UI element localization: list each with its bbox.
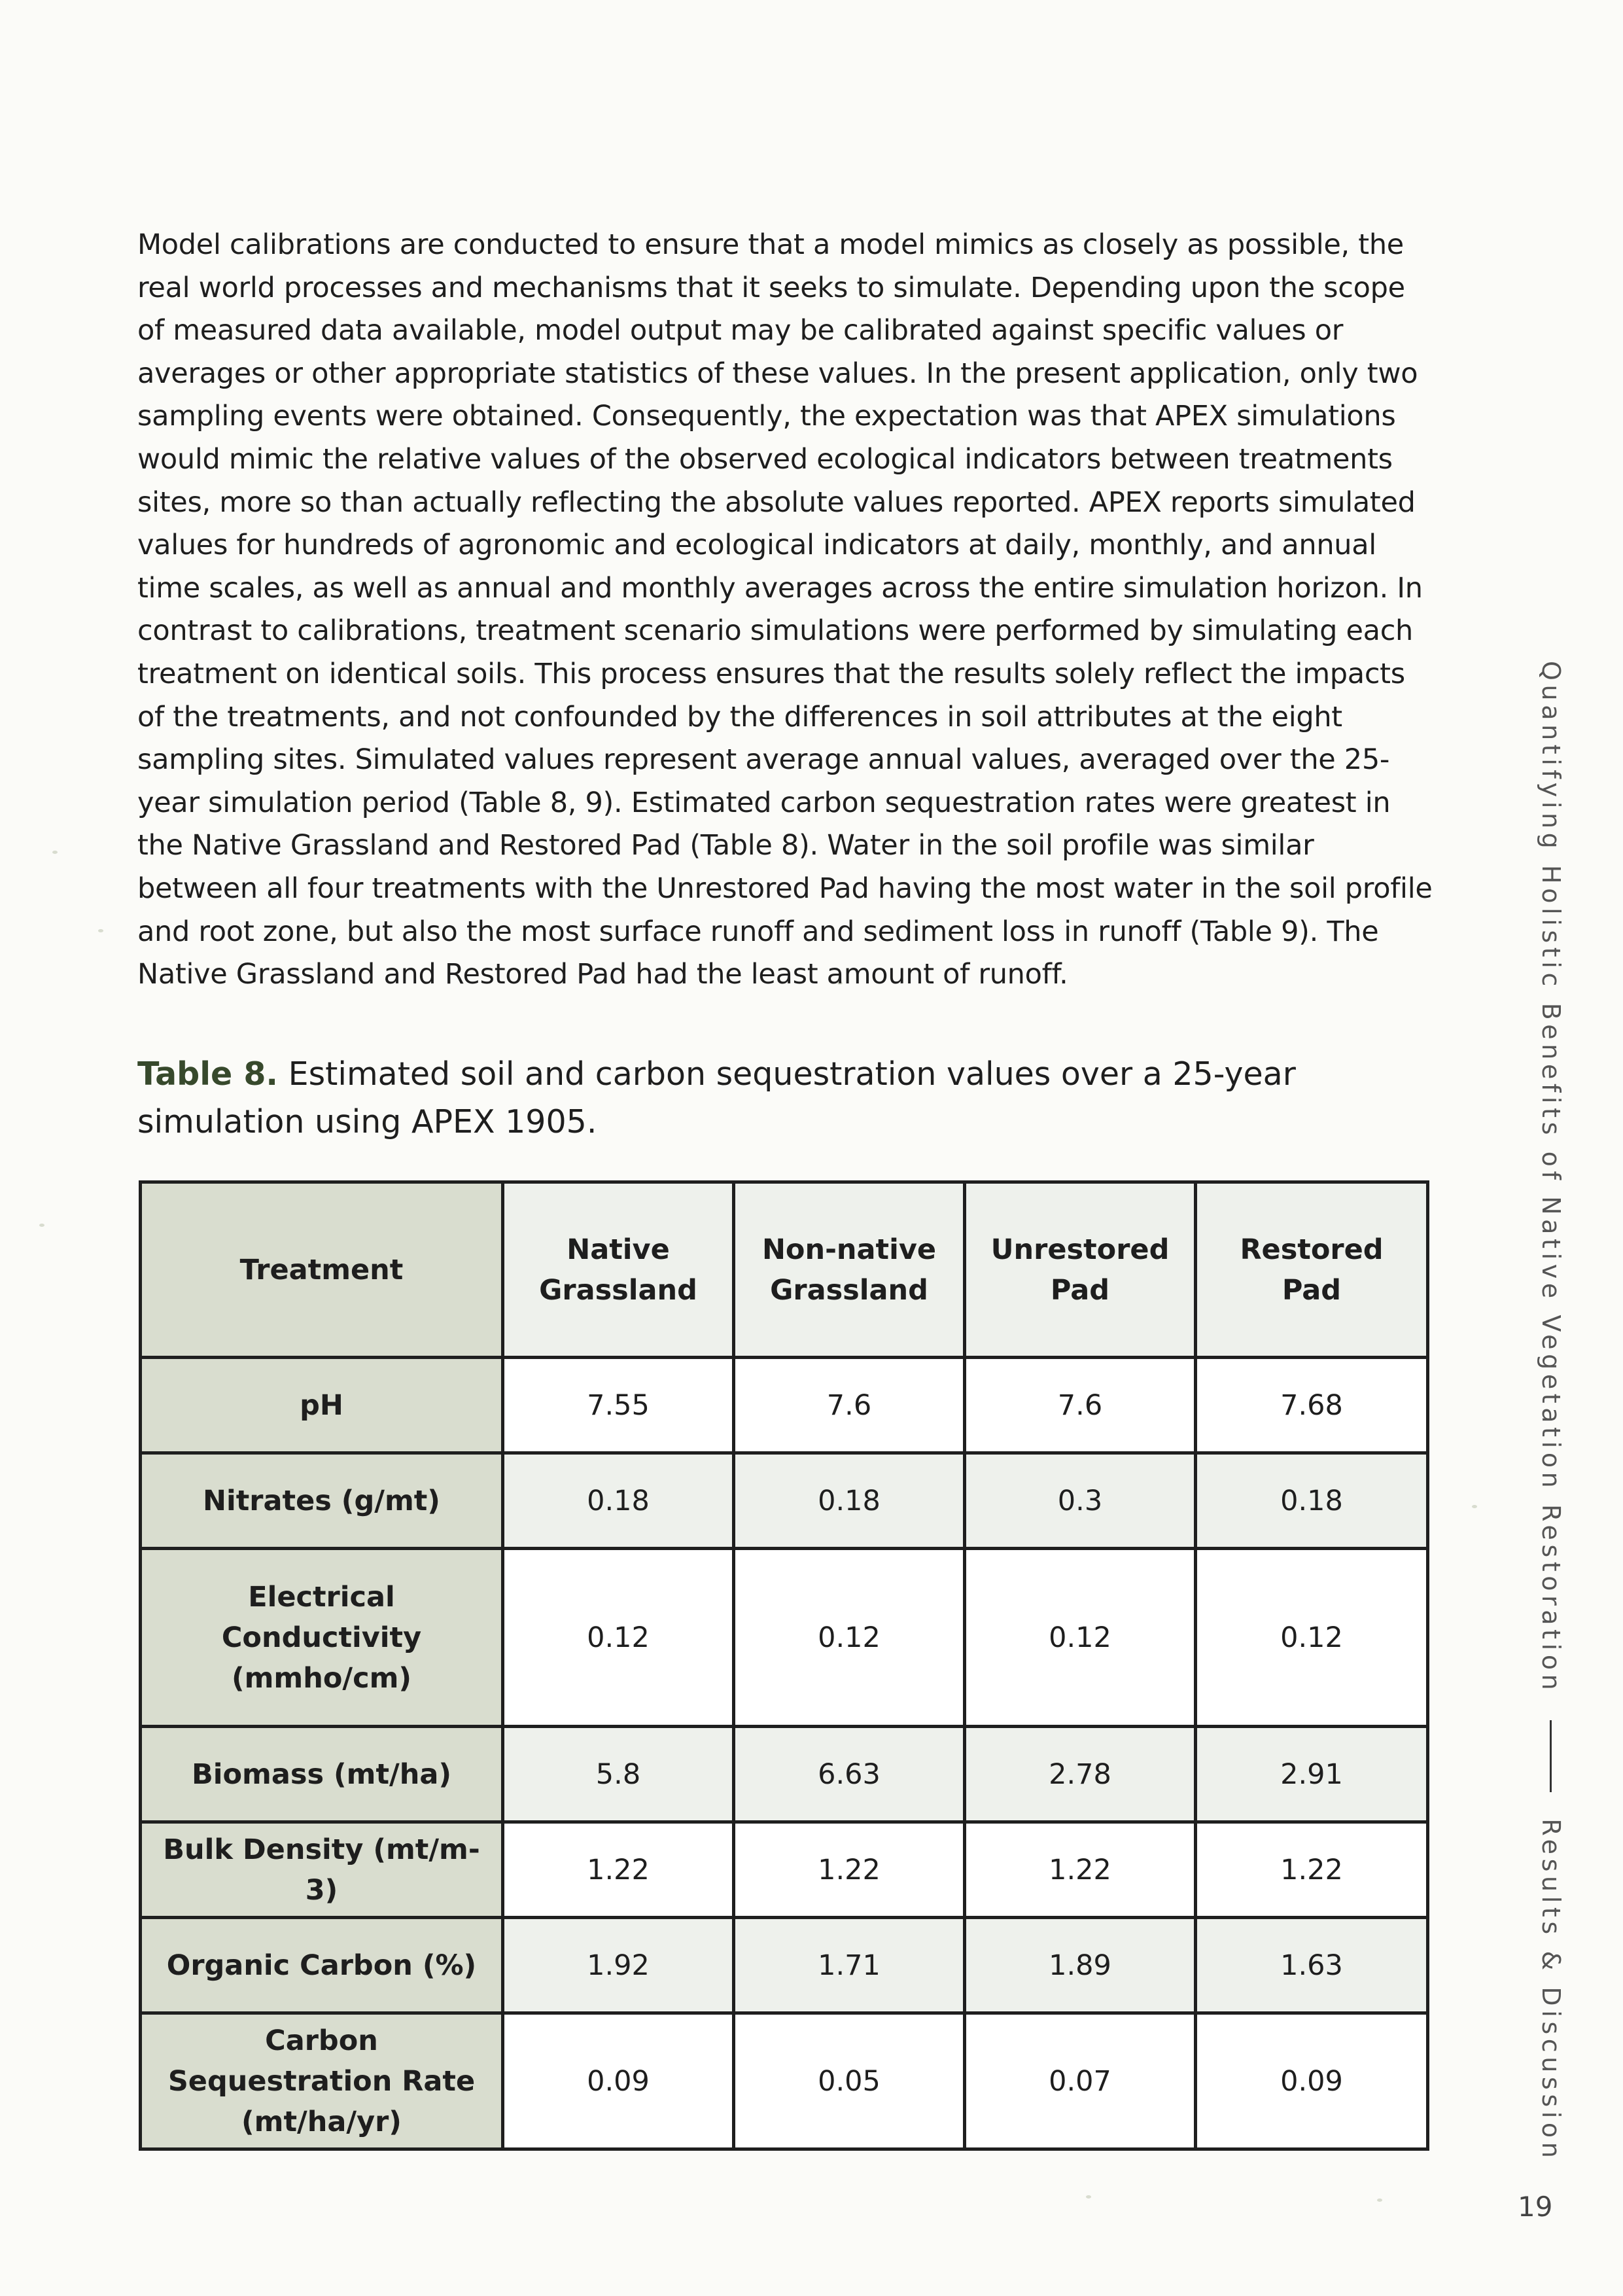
- cell-value: 0.3: [965, 1453, 1196, 1549]
- header-unrestored-pad: Unrestored Pad: [965, 1182, 1196, 1358]
- cell-value: 0.07: [965, 2013, 1196, 2149]
- cell-value: 7.55: [503, 1358, 734, 1453]
- section-name: Results & Discussion: [1537, 1818, 1565, 2163]
- cell-value: 0.09: [1196, 2013, 1428, 2149]
- table-row: [141, 2013, 1428, 2149]
- row-label: pH: [141, 1358, 503, 1453]
- cell-value: 1.92: [503, 1918, 734, 2013]
- table-row: [141, 1918, 1428, 2013]
- cell-value: 1.22: [965, 1822, 1196, 1918]
- row-label: Nitrates (g/mt): [141, 1453, 503, 1549]
- table-row: [141, 1822, 1428, 1918]
- cell-value: 0.18: [734, 1453, 965, 1549]
- cell-value: 0.12: [734, 1549, 965, 1727]
- table-row: [141, 1358, 1428, 1453]
- header-native-grassland: Native Grassland: [503, 1182, 734, 1358]
- cell-value: 7.68: [1196, 1358, 1428, 1453]
- table-row: [141, 1549, 1428, 1727]
- running-header: [1537, 661, 1565, 2163]
- row-label: Carbon Sequestration Rate (mt/ha/yr): [141, 2013, 503, 2149]
- soil-carbon-table: [139, 1180, 1429, 2151]
- header-restored-pad: Restored Pad: [1196, 1182, 1428, 1358]
- cell-value: 1.22: [503, 1822, 734, 1918]
- cell-value: 7.6: [965, 1358, 1196, 1453]
- row-label: Organic Carbon (%): [141, 1918, 503, 2013]
- cell-value: 1.63: [1196, 1918, 1428, 2013]
- cell-value: 1.89: [965, 1918, 1196, 2013]
- cell-value: 1.22: [1196, 1822, 1428, 1918]
- caption-text: Estimated soil and carbon sequestration values over a 25-year simulation using APEX 1905.: [137, 1055, 1296, 1140]
- cell-value: 1.22: [734, 1822, 965, 1918]
- header-divider: [1550, 1720, 1552, 1792]
- row-label: Electrical Conductivity (mmho/cm): [141, 1549, 503, 1727]
- cell-value: 5.8: [503, 1727, 734, 1822]
- table-caption: [137, 1050, 1413, 1146]
- cell-value: 0.12: [965, 1549, 1196, 1727]
- cell-value: 0.12: [503, 1549, 734, 1727]
- header-non-native-grassland: Non-native Grassland: [734, 1182, 965, 1358]
- cell-value: 0.18: [1196, 1453, 1428, 1549]
- cell-value: 2.78: [965, 1727, 1196, 1822]
- cell-value: 1.71: [734, 1918, 965, 2013]
- table-row: [141, 1453, 1428, 1549]
- page-number: 19: [1518, 2191, 1553, 2223]
- row-label: Biomass (mt/ha): [141, 1727, 503, 1822]
- body-paragraph: Model calibrations are conducted to ensure that a model mimics as closely as possible, the real world processes and mechanisms that it seeks to simulate. Depending upon the scope of measured data available, model output may be calibrated against specific values or averages or other appropriate statistics of these values. In the present application, only two sampling events were obtained. Consequently, the expectation was that APEX simulations would mimic the relative values of the observed ecological indicators between treatments sites, more so than actually reflecting the absolute values reported. APEX reports simulated values for hundreds of agronomic and ecological indicators at daily, monthly, and annual time scales, as well as annual and monthly averages across the entire simulation horizon. In contrast to calibrations, treatment scenario simulations were performed by simulating each treatment on identical soils. This process ensures that the results solely reflect the impacts of the treatments, and not confounded by the differences in soil attributes at the eight sampling sites. Simulated values represent average annual values, averaged over the 25-year simulation period (Table 8, 9). Estimated carbon sequestration rates were greatest in the Native Grassland and Restored Pad (Table 8). Water in the soil profile was similar between all four treatments with the Unrestored Pad having the most water in the soil profile and root zone, but also the most surface runoff and sediment loss in runoff (Table 9). The Native Grassland and Restored Pad had the least amount of runoff.: [137, 228, 1433, 991]
- table-label: Table 8.: [137, 1055, 279, 1093]
- table-row: [141, 1727, 1428, 1822]
- cell-value: 0.09: [503, 2013, 734, 2149]
- cell-value: 2.91: [1196, 1727, 1428, 1822]
- cell-value: 6.63: [734, 1727, 965, 1822]
- cell-value: 0.12: [1196, 1549, 1428, 1727]
- row-label: Bulk Density (mt/m-3): [141, 1822, 503, 1918]
- cell-value: 0.18: [503, 1453, 734, 1549]
- document-title: Quantifying Holistic Benefits of Native Vegetation Restoration: [1537, 661, 1565, 1695]
- header-treatment: Treatment: [141, 1182, 503, 1358]
- cell-value: 7.6: [734, 1358, 965, 1453]
- table-header-row: [141, 1182, 1428, 1358]
- cell-value: 0.05: [734, 2013, 965, 2149]
